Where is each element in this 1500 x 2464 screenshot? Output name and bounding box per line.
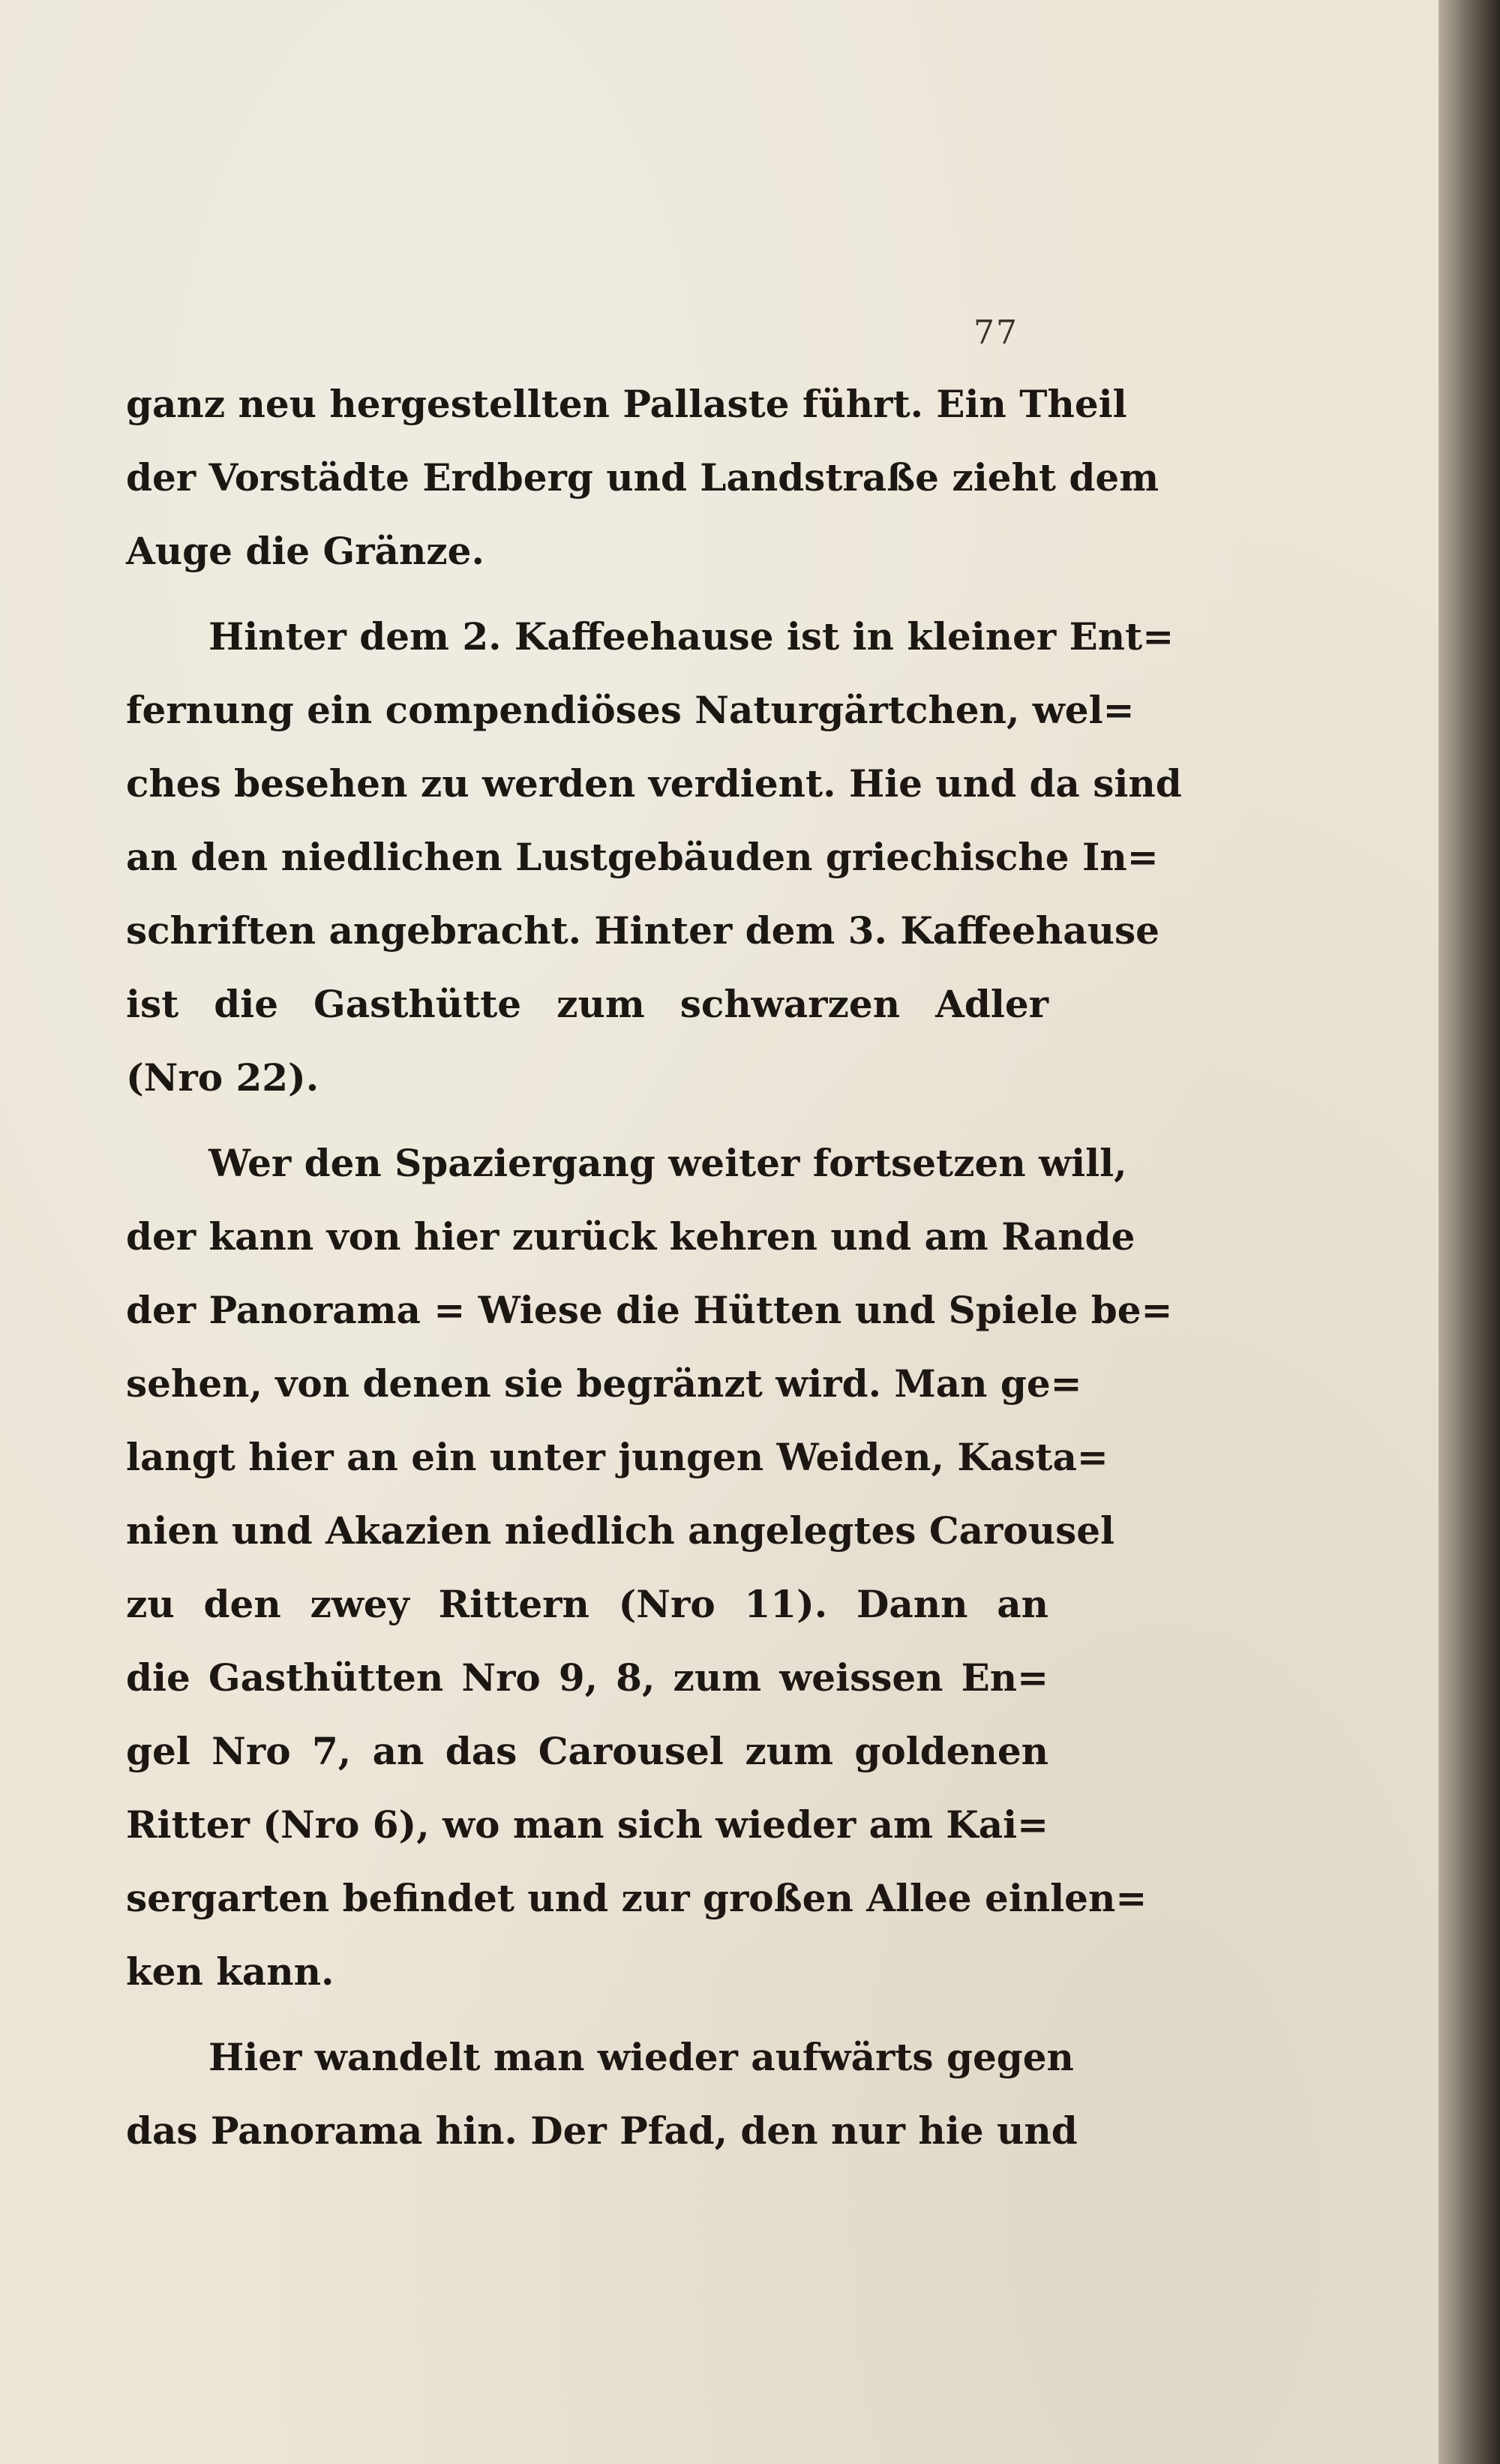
text-line: ganz neu hergestellten Pallaste führt. Ein Theil xyxy=(126,382,1127,426)
text-line: an den niedlichen Lustgebäuden griechische In= xyxy=(126,835,1159,879)
text-line: der Vorstädte Erdberg und Landstraße zieht dem xyxy=(126,455,1160,500)
text-line: sehen, von denen sie begränzt wird. Man ge= xyxy=(126,1361,1082,1406)
text-line: zu den zwey Rittern (Nro 11). Dann an xyxy=(126,1582,1048,1626)
page-number: 77 xyxy=(974,314,1018,352)
text-line: Auge die Gränze. xyxy=(126,529,484,573)
text-line: der kann von hier zurück kehren und am Rande xyxy=(126,1214,1136,1259)
text-line: schriften angebracht. Hinter dem 3. Kaffeehause xyxy=(126,908,1160,953)
paragraph-gap xyxy=(126,2009,1048,2021)
paragraph-gap xyxy=(126,1115,1048,1127)
text-line: der Panorama = Wiese die Hütten und Spiele be= xyxy=(126,1288,1173,1332)
book-spine-edge xyxy=(1438,0,1500,2464)
text-line: fernung ein compendiöses Naturgärtchen, wel= xyxy=(126,688,1135,732)
text-line: Hinter dem 2. Kaffeehause ist in kleiner Ent= xyxy=(208,614,1174,659)
text-line: Ritter (Nro 6), wo man sich wieder am Kai= xyxy=(126,1802,1049,1847)
text-line: sergarten befindet und zur großen Allee einlen= xyxy=(126,1876,1148,1920)
paragraph-gap xyxy=(126,588,1048,600)
text-line: ist die Gasthütte zum schwarzen Adler xyxy=(126,982,1048,1026)
text-line: ken kann. xyxy=(126,1949,334,1994)
text-line: das Panorama hin. Der Pfad, den nur hie und xyxy=(126,2108,1078,2153)
text-line: ches besehen zu werden verdient. Hie und da sind xyxy=(126,761,1182,806)
body-text xyxy=(126,368,1182,2168)
text-line: Hier wandelt man wieder aufwärts gegen xyxy=(208,2035,1074,2079)
text-line: (Nro 22). xyxy=(126,1055,320,1100)
text-line: Wer den Spaziergang weiter fortsetzen will, xyxy=(208,1141,1127,1185)
text-line: nien und Akazien niedlich angelegtes Carousel xyxy=(126,1508,1115,1553)
text-line: gel Nro 7, an das Carousel zum goldenen xyxy=(126,1729,1048,1773)
text-line: die Gasthütten Nro 9, 8, zum weissen En= xyxy=(126,1655,1048,1700)
text-line: langt hier an ein unter jungen Weiden, Kasta= xyxy=(126,1435,1108,1479)
